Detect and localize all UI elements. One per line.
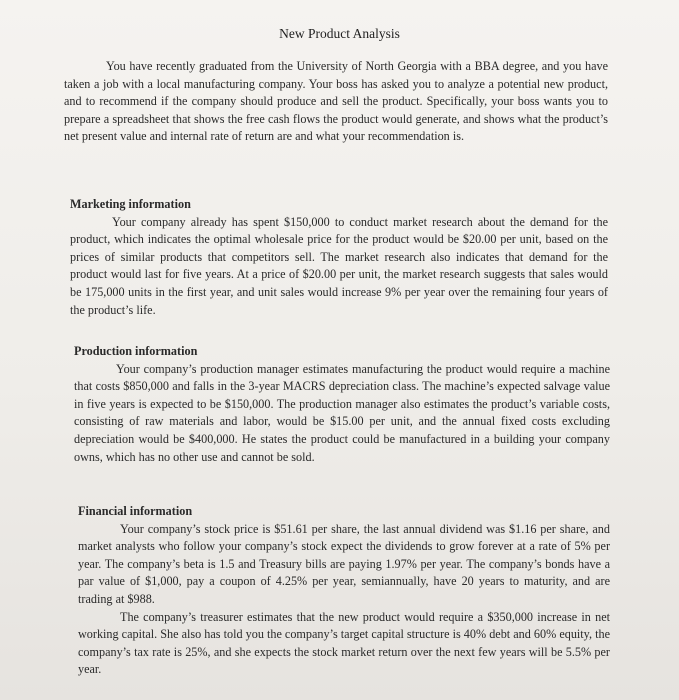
document-title: New Product Analysis	[279, 26, 400, 41]
section-heading-production: Production information	[74, 344, 198, 358]
financial-paragraph-1: Your company’s stock price is $51.61 per share, the last annual dividend was $1.16 per share, and market analysts who follow your company’s stock expect the dividends to grow forever at a rate of 5% per year. The company’s beta is 1.5 and Treasury bills are paying 1.97% per year. The company’s bonds have a par value of $1,000, pay a coupon of 4.25% per year, semiannually, have 20 years to maturity, and are trading at $988.	[78, 521, 610, 606]
marketing-paragraph: Your company already has spent $150,000 to conduct market research about the demand for the product, which indicates the optimal wholesale price for the product would be $20.00 per unit, based on the prices of similar products that competitors sell. The market research also indicates that demand for the product would last for five years. At a price of $20.00 per unit, the market research suggests that sales would be 175,000 units in the first year, and unit sales would increase 9% per year over the remaining four years of the product’s life.	[70, 214, 608, 317]
section-heading-financial: Financial information	[78, 504, 193, 518]
intro-paragraph: You have recently graduated from the University of North Georgia with a BBA degree, and you have taken a job with a local manufacturing company. Your boss has asked you to analyze a potential new product, and to recommend if the company should produce and sell the product. Specifically, your boss wants you to prepare a spreadsheet that shows the free cash flows the product would generate, and shows what the product’s net present value and internal rate of return are and what your recommendation is.	[64, 59, 608, 144]
section-marketing	[70, 196, 608, 319]
financial-paragraph-2: The company’s treasurer estimates that the new product would require a $350,000 increase in net working capital. She also has told you the company’s target capital structure is 40% debt and 60% equity, the company’s tax rate is 25%, and she expects the stock market return over the next few years will be 5.5% per year.	[78, 609, 610, 677]
production-paragraph: Your company’s production manager estimates manufacturing the product would require a machine that costs $850,000 and falls in the 3-year MACRS depreciation class. The machine’s expected salvage value in five years is expected to be $150,000. The production manager also estimates the product’s variable costs, consisting of raw materials and labor, would be $15.00 per unit, and the annual fixed costs excluding depreciation would be $400,000. He states the product could be manufactured in a building your company owns, which has no other use and cannot be sold.	[74, 361, 610, 464]
section-production	[74, 343, 610, 466]
section-heading-marketing: Marketing information	[70, 197, 191, 211]
section-financial	[78, 503, 610, 679]
